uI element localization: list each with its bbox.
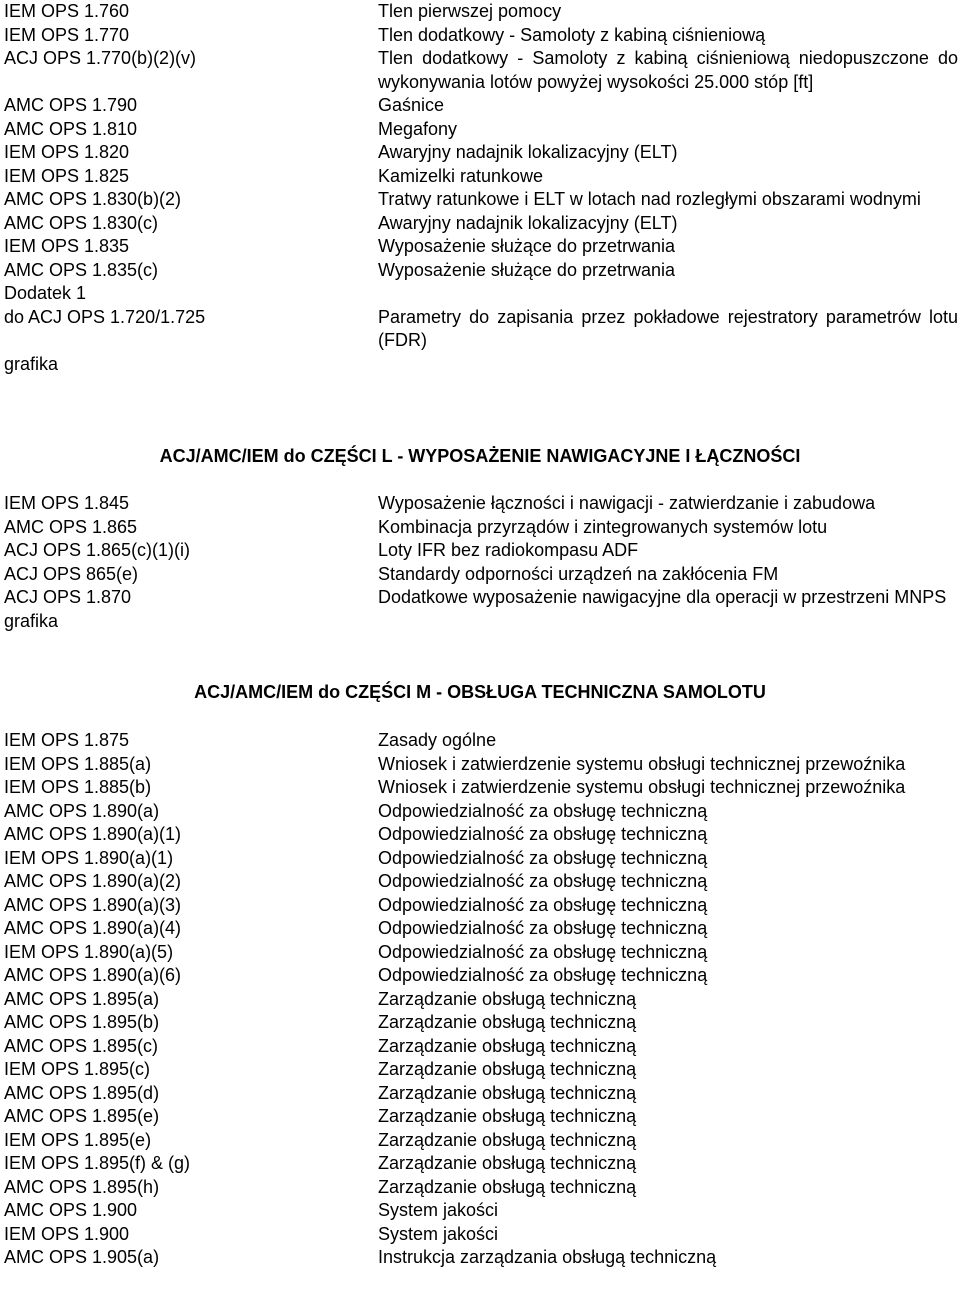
regulation-title: Zarządzanie obsługą techniczną bbox=[378, 1035, 637, 1056]
regulation-title: Tlen dodatkowy - Samoloty z kabiną ciśnieniową niedopuszczone do wykonywania lotów powyżej wysokości 25.000 stóp [ft] bbox=[378, 48, 958, 92]
table-row bbox=[0, 0, 960, 24]
regulation-code: AMC OPS 1.890(a)(3) bbox=[4, 894, 182, 915]
regulation-title: Zarządzanie obsługą techniczną bbox=[378, 1176, 637, 1197]
regulation-title: Tlen pierwszej pomocy bbox=[378, 1, 562, 21]
regulation-code: IEM OPS 1.895(f) & (g) bbox=[4, 1153, 191, 1173]
regulation-code: AMC OPS 1.790 bbox=[4, 95, 138, 115]
section-heading-part-m: ACJ/AMC/IEM do CZĘŚCI M - OBSŁUGA TECHNICZNA SAMOLOTU bbox=[194, 682, 766, 702]
table-row bbox=[0, 235, 960, 259]
regulation-code: ACJ OPS 1.865(c)(1)(i) bbox=[4, 540, 191, 560]
table-row bbox=[0, 800, 960, 824]
regulation-code: grafika bbox=[4, 610, 59, 631]
regulation-title: Standardy odporności urządzeń na zakłócenia FM bbox=[378, 563, 779, 584]
regulation-title: Kombinacja przyrządów i zintegrowanych systemów lotu bbox=[378, 516, 828, 537]
table-row bbox=[0, 24, 960, 48]
regulation-code: Dodatek 1 bbox=[4, 283, 87, 303]
regulation-code: IEM OPS 1.825 bbox=[4, 165, 130, 186]
table-row bbox=[0, 282, 960, 306]
regulation-title: Zarządzanie obsługą techniczną bbox=[378, 1082, 637, 1103]
regulation-title: Zarządzanie obsługą techniczną bbox=[378, 1129, 637, 1150]
table-row bbox=[0, 964, 960, 988]
regulation-title: Gaśnice bbox=[378, 95, 445, 115]
regulation-code: AMC OPS 1.830(c) bbox=[4, 212, 159, 233]
regulation-title: Wniosek i zatwierdzenie systemu obsługi technicznej przewoźnika bbox=[378, 753, 906, 774]
regulation-title: Zarządzanie obsługą techniczną bbox=[378, 1106, 637, 1126]
regulation-title bbox=[378, 282, 958, 306]
regulation-title bbox=[378, 353, 958, 377]
table-row bbox=[0, 1199, 960, 1223]
table-row bbox=[0, 753, 960, 777]
regulation-title: Tratwy ratunkowe i ELT w lotach nad rozległymi obszarami wodnymi bbox=[378, 189, 921, 209]
regulation-title: Zarządzanie obsługą techniczną bbox=[378, 1153, 637, 1173]
regulation-title: Odpowiedzialność za obsługę techniczną bbox=[378, 824, 708, 844]
table-row bbox=[0, 212, 960, 236]
regulation-code: IEM OPS 1.770 bbox=[4, 24, 130, 45]
regulation-title: Loty IFR bez radiokompasu ADF bbox=[378, 540, 639, 560]
regulation-code: AMC OPS 1.895(e) bbox=[4, 1106, 160, 1126]
table-row bbox=[0, 1129, 960, 1153]
regulation-title bbox=[378, 610, 958, 634]
regulation-code: IEM OPS 1.895(e) bbox=[4, 1129, 152, 1150]
table-row bbox=[0, 894, 960, 918]
regulation-title: Awaryjny nadajnik lokalizacyjny (ELT) bbox=[378, 212, 678, 233]
regulation-code: IEM OPS 1.820 bbox=[4, 142, 130, 162]
table-row bbox=[0, 188, 960, 212]
regulation-code: AMC OPS 1.895(c) bbox=[4, 1035, 159, 1056]
table-row bbox=[0, 259, 960, 283]
regulation-title: Instrukcja zarządzania obsługą techniczną bbox=[378, 1247, 717, 1267]
regulation-code: IEM OPS 1.890(a)(1) bbox=[4, 847, 174, 868]
regulation-code: ACJ OPS 1.870 bbox=[4, 587, 132, 607]
regulation-code: IEM OPS 1.885(a) bbox=[4, 753, 152, 774]
regulation-code: AMC OPS 1.890(a)(6) bbox=[4, 965, 182, 985]
regulation-code: IEM OPS 1.885(b) bbox=[4, 777, 152, 797]
section-navigation-equipment bbox=[0, 492, 960, 633]
regulation-title: Zasady ogólne bbox=[378, 730, 497, 750]
table-row bbox=[0, 47, 960, 94]
regulation-code: AMC OPS 1.895(h) bbox=[4, 1176, 160, 1197]
table-row bbox=[0, 729, 960, 753]
table-row bbox=[0, 610, 960, 634]
regulation-code: IEM OPS 1.895(c) bbox=[4, 1059, 151, 1079]
table-row bbox=[0, 941, 960, 965]
regulation-title: Wyposażenie służące do przetrwania bbox=[378, 236, 675, 256]
regulation-title: Parametry do zapisania przez pokładowe rejestratory parametrów lotu (FDR) bbox=[378, 306, 958, 350]
regulation-title: Dodatkowe wyposażenie nawigacyjne dla operacji w przestrzeni MNPS bbox=[378, 587, 947, 607]
regulation-title: System jakości bbox=[378, 1223, 499, 1244]
table-row bbox=[0, 118, 960, 142]
regulation-title: Zarządzanie obsługą techniczną bbox=[378, 1012, 637, 1032]
table-row bbox=[0, 1223, 960, 1247]
regulation-title: Odpowiedzialność za obsługę techniczną bbox=[378, 871, 708, 891]
table-row bbox=[0, 1246, 960, 1270]
regulation-code: IEM OPS 1.875 bbox=[4, 730, 130, 750]
regulation-title: Odpowiedzialność za obsługę techniczną bbox=[378, 965, 708, 985]
table-row bbox=[0, 1176, 960, 1200]
regulation-code: AMC OPS 1.890(a)(1) bbox=[4, 824, 182, 844]
table-row bbox=[0, 1011, 960, 1035]
regulation-title: Wyposażenie łączności i nawigacji - zatwierdzanie i zabudowa bbox=[378, 493, 876, 513]
section-emergency-equipment bbox=[0, 0, 960, 376]
regulation-code: IEM OPS 1.835 bbox=[4, 236, 130, 256]
table-row bbox=[0, 165, 960, 189]
table-row bbox=[0, 823, 960, 847]
table-row bbox=[0, 776, 960, 800]
table-row bbox=[0, 1082, 960, 1106]
table-row bbox=[0, 847, 960, 871]
regulation-code: IEM OPS 1.900 bbox=[4, 1223, 130, 1244]
regulation-code: AMC OPS 1.890(a)(4) bbox=[4, 918, 182, 938]
regulation-code: AMC OPS 1.810 bbox=[4, 118, 138, 139]
table-row bbox=[0, 516, 960, 540]
regulation-code: ACJ OPS 1.770(b)(2)(v) bbox=[4, 48, 197, 68]
table-row bbox=[0, 1152, 960, 1176]
table-row bbox=[0, 1105, 960, 1129]
table-row bbox=[0, 492, 960, 516]
regulation-code: AMC OPS 1.905(a) bbox=[4, 1247, 160, 1267]
table-row bbox=[0, 586, 960, 610]
regulation-code: do ACJ OPS 1.720/1.725 bbox=[4, 306, 206, 327]
regulation-code: IEM OPS 1.890(a)(5) bbox=[4, 941, 174, 962]
regulation-code: grafika bbox=[4, 353, 59, 374]
regulation-code: AMC OPS 1.835(c) bbox=[4, 259, 159, 280]
table-row bbox=[0, 563, 960, 587]
regulation-title: Odpowiedzialność za obsługę techniczną bbox=[378, 894, 708, 915]
regulation-title: Kamizelki ratunkowe bbox=[378, 165, 544, 186]
regulation-code: AMC OPS 1.890(a)(2) bbox=[4, 871, 182, 891]
table-row bbox=[0, 141, 960, 165]
regulation-code: AMC OPS 1.890(a) bbox=[4, 800, 160, 821]
section-maintenance bbox=[0, 729, 960, 1270]
regulation-title: Awaryjny nadajnik lokalizacyjny (ELT) bbox=[378, 142, 678, 162]
regulation-code: AMC OPS 1.865 bbox=[4, 516, 138, 537]
table-row bbox=[0, 94, 960, 118]
table-row bbox=[0, 1035, 960, 1059]
regulation-code: IEM OPS 1.760 bbox=[4, 1, 130, 21]
table-row bbox=[0, 1058, 960, 1082]
table-row bbox=[0, 870, 960, 894]
regulation-title: Wyposażenie służące do przetrwania bbox=[378, 259, 675, 280]
regulation-code: AMC OPS 1.900 bbox=[4, 1200, 138, 1220]
regulation-title: Odpowiedzialność za obsługę techniczną bbox=[378, 800, 708, 821]
section-heading-part-l: ACJ/AMC/IEM do CZĘŚCI L - WYPOSAŻENIE NAWIGACYJNE I ŁĄCZNOŚCI bbox=[159, 446, 801, 466]
table-row bbox=[0, 353, 960, 377]
regulation-title: Odpowiedzialność za obsługę techniczną bbox=[378, 847, 708, 868]
regulation-title: Odpowiedzialność za obsługę techniczną bbox=[378, 918, 708, 938]
regulation-code: AMC OPS 1.830(b)(2) bbox=[4, 189, 182, 209]
table-row bbox=[0, 988, 960, 1012]
regulation-title: Tlen dodatkowy - Samoloty z kabiną ciśnieniową bbox=[378, 24, 766, 45]
regulation-title: Zarządzanie obsługą techniczną bbox=[378, 1059, 637, 1079]
regulation-code: AMC OPS 1.895(b) bbox=[4, 1012, 160, 1032]
regulation-code: AMC OPS 1.895(a) bbox=[4, 988, 160, 1009]
table-row bbox=[0, 917, 960, 941]
regulation-title: System jakości bbox=[378, 1200, 499, 1220]
regulation-code: IEM OPS 1.845 bbox=[4, 493, 130, 513]
regulation-title: Odpowiedzialność za obsługę techniczną bbox=[378, 941, 708, 962]
regulation-code: ACJ OPS 865(e) bbox=[4, 563, 139, 584]
regulation-title: Megafony bbox=[378, 118, 458, 139]
regulation-code: AMC OPS 1.895(d) bbox=[4, 1082, 160, 1103]
regulation-title: Zarządzanie obsługą techniczną bbox=[378, 988, 637, 1009]
regulation-title: Wniosek i zatwierdzenie systemu obsługi technicznej przewoźnika bbox=[378, 777, 906, 797]
table-row bbox=[0, 306, 960, 353]
table-row bbox=[0, 539, 960, 563]
